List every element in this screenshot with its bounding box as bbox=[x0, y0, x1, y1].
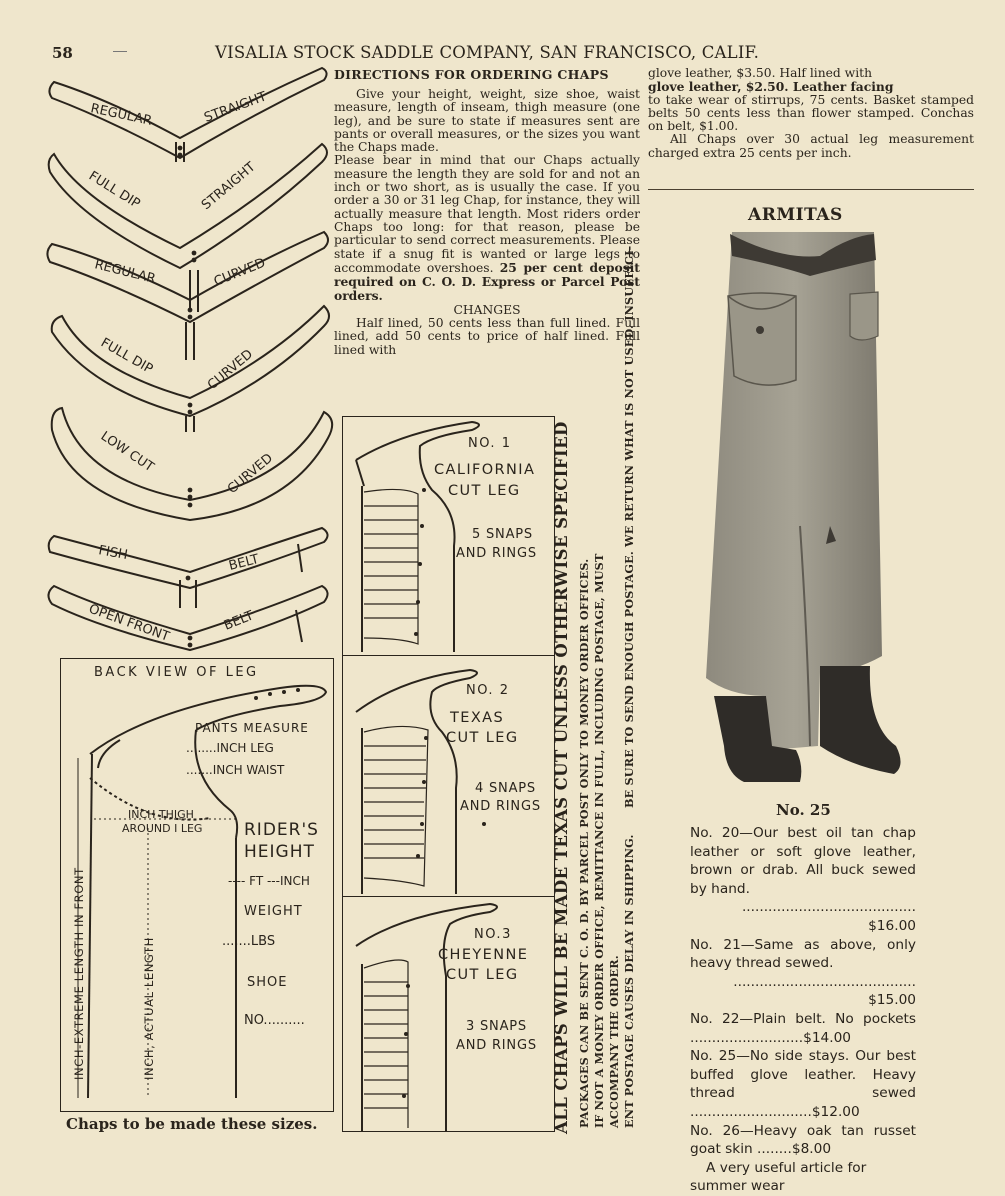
cut-3-snaps-1: 3 SNAPS bbox=[466, 1019, 527, 1034]
no-label: NO.......... bbox=[244, 1013, 305, 1028]
shipping-delay-notice: ENT POSTAGE CAUSES DELAY IN SHIPPING. bbox=[622, 834, 636, 1128]
price-item-25: No. 25—No side stays. Our best buffed glove leather. Heavy thread sewed ............................$12.00 bbox=[690, 1048, 916, 1120]
belt-2-right: STRAIGHT bbox=[198, 159, 259, 214]
section-divider bbox=[648, 189, 974, 190]
belt-styles-illustration bbox=[40, 60, 340, 660]
cut-1-snaps-1: 5 SNAPS bbox=[472, 527, 533, 542]
cut-1-name-2: CUT LEG bbox=[448, 483, 521, 499]
belt-3-left: REGULAR bbox=[93, 257, 158, 287]
right-text-3: to take wear of stirrups, 75 cents. Basket stamped belts 50 cents less than flower stamped. Conchas on belt, $1.00. bbox=[648, 92, 974, 134]
back-view-title: BACK VIEW OF LEG bbox=[94, 665, 259, 680]
belt-2-left: FULL DIP bbox=[85, 168, 143, 212]
directions-title: DIRECTIONS FOR ORDERING CHAPS bbox=[334, 67, 609, 82]
belt-4-right: CURVED bbox=[204, 346, 256, 394]
price-20: ........................................ $16.00 bbox=[741, 899, 916, 934]
armitas-item-number: No. 25 bbox=[776, 801, 831, 819]
price-21: .......................................... $15.00 bbox=[733, 973, 916, 1009]
inch-leg-label: ........INCH LEG bbox=[186, 741, 274, 755]
height-label: HEIGHT bbox=[244, 842, 315, 862]
inch-waist-label: .......INCH WAIST bbox=[186, 763, 285, 777]
accompany-notice: ACCOMPANY THE ORDER. bbox=[607, 955, 621, 1128]
belt-6-left: FISH bbox=[97, 543, 129, 564]
cut-3-number: NO.3 bbox=[474, 927, 512, 942]
cut-1-snaps-2: AND RINGS bbox=[456, 546, 537, 561]
directions-para-2-text: Please bear in mind that our Chaps actually measure the length they are sold for and not an inch or two short, as is usually the case. If you order a 30 or 31 leg Chap, for instance, they will actually measure that length. Most riders order Chaps too long: for that reason, please be particular to send correct measurements. Please state if a snug fit is wanted or large legs to accommodate overshoes. bbox=[334, 153, 640, 275]
around-leg-label: AROUND I LEG bbox=[122, 822, 203, 835]
page-number: 58 bbox=[52, 44, 73, 62]
header-dash bbox=[113, 51, 127, 52]
cut-2-snaps-1: 4 SNAPS bbox=[475, 781, 536, 796]
postage-notice: BE SURE TO SEND ENOUGH POSTAGE. WE RETURN WHAT IS NOT USED. INSUFFICI- bbox=[622, 245, 636, 808]
belt-5-left: LOW CUT bbox=[97, 428, 157, 476]
cut-3-snaps-2: AND RINGS bbox=[456, 1038, 537, 1053]
cut-1-number: NO. 1 bbox=[468, 436, 512, 451]
belt-6-right: BELT bbox=[227, 551, 261, 574]
belt-7-right: BELT bbox=[221, 608, 256, 634]
price-item-21: No. 21—Same as above, only heavy thread sewed. bbox=[690, 936, 916, 972]
price-item-22: No. 22—Plain belt. No pockets ..........................$14.00 bbox=[690, 1010, 916, 1046]
changes-text: Half lined, 50 cents less than full lined. Full lined, add 50 cents to price of half lined. Full lined with bbox=[334, 316, 640, 357]
changes-title: CHANGES bbox=[453, 302, 521, 317]
summer-wear-note: A very useful article for summer wear bbox=[690, 1159, 867, 1195]
weight-label: WEIGHT bbox=[244, 904, 303, 919]
texas-cut-notice: ALL CHAPS WILL BE MADE TEXAS CUT UNLESS OTHERWISE SPECIFIED bbox=[552, 421, 571, 1134]
changes-continued bbox=[648, 67, 974, 160]
cut-2-snaps-2: AND RINGS bbox=[460, 799, 541, 814]
cut-3-name-1: CHEYENNE bbox=[438, 947, 529, 963]
right-text-1: glove leather, $3.50. Half lined with bbox=[648, 66, 872, 80]
shoe-label: SHOE bbox=[247, 975, 288, 990]
cut-2-name-2: CUT LEG bbox=[446, 730, 519, 746]
directions-para-1: Give your height, weight, size shoe, waist measure, length of inseam, thigh measure (one leg), and be sure to state if measures sent are pants or overall measures, or the sizes you want the Chaps made. bbox=[334, 87, 640, 155]
cut-2-number: NO. 2 bbox=[466, 683, 510, 698]
cut-2-name-1: TEXAS bbox=[450, 710, 505, 726]
deposit-note: 25 per cent deposit required on C. O. D. Express or Parcel Post orders. bbox=[334, 259, 640, 304]
lbs-label: .......LBS bbox=[222, 934, 276, 949]
directions-section bbox=[334, 67, 640, 357]
belt-3-right: CURVED bbox=[211, 255, 268, 290]
cut-1-name-1: CALIFORNIA bbox=[434, 462, 536, 478]
belt-1-right: STRAIGHT bbox=[202, 89, 269, 126]
right-text-4: All Chaps over 30 actual leg measurement charged extra 25 cents per inch. bbox=[648, 132, 974, 160]
parcel-post-notice: PACKAGES CAN BE SENT C. O. D. BY PARCEL POST ONLY TO MONEY ORDER OFFICES. bbox=[577, 558, 591, 1128]
belt-5-right: CURVED bbox=[224, 450, 276, 498]
pants-measure-label: PANTS MEASURE bbox=[195, 721, 309, 735]
money-order-notice: IF NOT A MONEY ORDER OFFICE, REMITTANCE IN FULL, INCLUDING POSTAGE, MUST bbox=[592, 553, 606, 1128]
ft-inch-label: ---- FT ---INCH bbox=[228, 874, 310, 888]
armitas-photo bbox=[700, 226, 910, 790]
armitas-price-list bbox=[690, 824, 916, 1196]
extreme-length-label: INCH-EXTREME LENGTH IN FRONT bbox=[72, 867, 86, 1080]
riders-label: RIDER'S bbox=[244, 820, 319, 840]
armitas-title: ARMITAS bbox=[748, 205, 843, 225]
price-item-20: No. 20—Our best oil tan chap leather or soft glove leather, brown or drab. All buck sewed by hand. bbox=[690, 825, 916, 897]
belt-4-left: FULL DIP bbox=[98, 335, 156, 378]
cut-3-name-2: CUT LEG bbox=[446, 967, 519, 983]
price-item-26: No. 26—Heavy oak tan russet goat skin ........$8.00 bbox=[690, 1122, 916, 1158]
inch-thigh-label: INCH THIGH bbox=[128, 808, 194, 821]
sizes-caption: Chaps to be made these sizes. bbox=[66, 1115, 318, 1133]
belt-1-left: REGULAR bbox=[89, 101, 154, 129]
page-header: VISALIA STOCK SADDLE COMPANY, SAN FRANCISCO, CALIF. bbox=[215, 43, 760, 62]
belt-7-left: OPEN FRONT bbox=[86, 601, 172, 645]
directions-para-2 bbox=[334, 154, 640, 303]
actual-length-label: INCH, ACTUAL LENGTH bbox=[142, 937, 156, 1080]
right-text-2: glove leather, $2.50. Leather facing bbox=[648, 79, 894, 95]
